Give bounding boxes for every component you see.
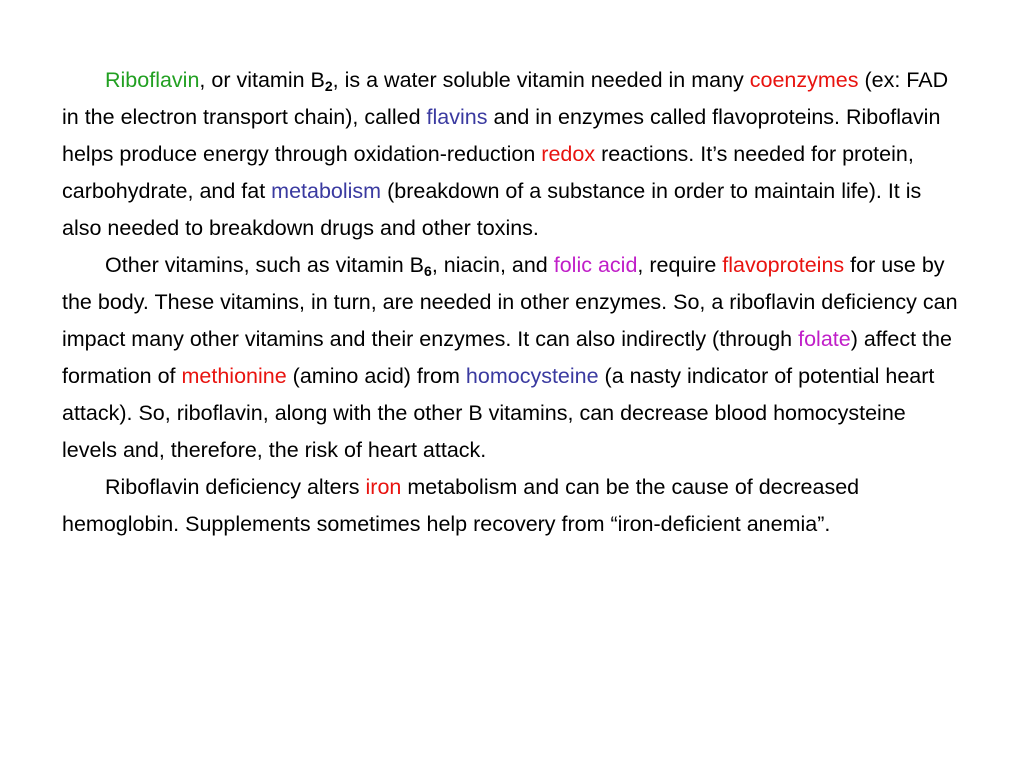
term-redox: redox bbox=[541, 142, 596, 166]
text-segment: , or vitamin B bbox=[199, 68, 325, 92]
term-flavoproteins: flavoproteins bbox=[722, 253, 845, 277]
text-segment: , is a water soluble vitamin needed in many bbox=[332, 68, 750, 92]
text-segment: , require bbox=[637, 253, 723, 277]
text-segment: for use by the body. These vitamins, in turn, are needed in other enzymes. So, a riboflavin deficiency can impact many other vitamins and their enzymes. It can also indirectly (through bbox=[62, 253, 958, 351]
text-segment: Riboflavin deficiency alters bbox=[105, 475, 366, 499]
text-segment: (breakdown of a substance in order to maintain life). It is also needed to breakdown drugs and other toxins. bbox=[62, 179, 922, 240]
term-metabolism: metabolism bbox=[271, 179, 382, 203]
text-segment: (a nasty indicator of potential heart attack). So, riboflavin, along with the other B vitamins, can decrease blood homocysteine levels and, therefore, the risk of heart attack. bbox=[62, 364, 935, 462]
term-flavins: flavins bbox=[426, 105, 488, 129]
term-folic-acid: folic acid bbox=[553, 253, 638, 277]
paragraph-riboflavin-intro bbox=[62, 62, 962, 247]
term-iron: iron bbox=[365, 475, 402, 499]
text-segment: , niacin, and bbox=[431, 253, 554, 277]
text-segment: reactions. It’s needed for protein, carbohydrate, and fat bbox=[62, 142, 914, 203]
paragraph-other-vitamins bbox=[62, 247, 962, 469]
term-methionine: methionine bbox=[181, 364, 287, 388]
text-segment: and in enzymes called flavoproteins. Riboflavin helps produce energy through oxidation-reduction bbox=[62, 105, 941, 166]
paragraph-iron-metabolism bbox=[62, 469, 962, 543]
text-segment: metabolism and can be the cause of decreased hemoglobin. Supplements sometimes help recovery from “iron-deficient anemia”. bbox=[62, 475, 860, 536]
text-segment: (ex: FAD in the electron transport chain), called bbox=[62, 68, 949, 129]
text-segment: ) affect the formation of bbox=[62, 327, 952, 388]
text-segment: Other vitamins, such as vitamin B bbox=[105, 253, 425, 277]
term-folate: folate bbox=[798, 327, 851, 351]
slide-body bbox=[62, 62, 962, 543]
subscript-6: 6 bbox=[424, 263, 432, 279]
term-riboflavin: Riboflavin bbox=[105, 68, 200, 92]
term-coenzymes: coenzymes bbox=[749, 68, 859, 92]
text-segment: (amino acid) from bbox=[286, 364, 466, 388]
subscript-2: 2 bbox=[324, 78, 333, 94]
term-homocysteine: homocysteine bbox=[465, 364, 599, 388]
